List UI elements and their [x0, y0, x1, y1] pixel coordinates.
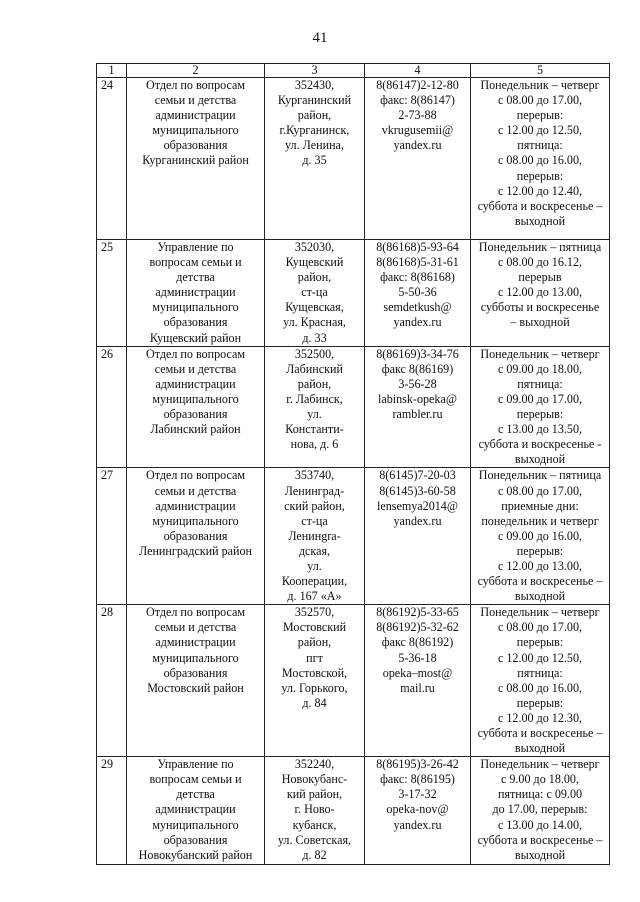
organization-line: образования: [163, 832, 228, 847]
address-line: 352570,: [294, 605, 335, 620]
contact-line: mail.ru: [400, 680, 435, 695]
hours-line: выходной: [514, 847, 566, 862]
organization-cell: [127, 346, 265, 468]
contact-line: 5-50-36: [398, 285, 437, 300]
organization-line: муниципального: [152, 817, 239, 832]
hours-line: выходной: [514, 589, 566, 604]
contact-line: факс 8(86169): [381, 361, 454, 376]
organization-line: муниципального: [152, 123, 239, 138]
address-line: 353740,: [294, 468, 335, 483]
hours-line: с 08.00 до 17.00,: [497, 483, 583, 498]
organization-line: семьи и детства: [154, 93, 237, 108]
hours-line: Понедельник – пятница: [478, 240, 602, 254]
hours-line: с 09.00 до 16.00,: [497, 528, 583, 543]
col-header-1: 1: [97, 64, 127, 78]
address-line: ул. Красная,: [283, 315, 346, 330]
contact-line: 3-17-32: [398, 787, 437, 802]
organization-line: Лабинский район: [150, 422, 241, 437]
address-cell: [265, 78, 365, 240]
address-line: г.Курганинск,: [279, 123, 350, 138]
hours-line: перерыв:: [516, 635, 564, 650]
hours-line: с 08.00 до 16.12,: [497, 255, 583, 270]
contacts-cell: [365, 605, 471, 757]
organization-line: образования: [163, 528, 228, 543]
row-number: 28: [97, 605, 127, 757]
address-line: 352240,: [294, 757, 335, 772]
address-line: район,: [297, 108, 332, 123]
row-number: 25: [97, 240, 127, 347]
contact-line: 3-56-28: [398, 376, 437, 391]
col-header-5: 5: [471, 64, 610, 78]
hours-line: суббота и воскресенье –: [477, 198, 603, 213]
hours-line: суббота и воскресенье –: [477, 726, 603, 740]
hours-line: Понедельник – четверг: [480, 346, 600, 361]
contact-line: факс 8(86192): [381, 635, 454, 650]
contact-line: yandex.ru: [393, 817, 442, 832]
hours-line: с 12.00 до 12.50,: [497, 123, 583, 138]
address-cell: [265, 757, 365, 865]
table-row: [97, 605, 610, 757]
contact-line: 8(86168)5-31-61: [376, 255, 459, 270]
organization-line: Управление по: [157, 757, 234, 772]
address-line: д. 35: [302, 153, 327, 168]
hours-cell: [471, 78, 610, 240]
organization-cell: [127, 78, 265, 240]
organization-line: вопросам семьи и: [149, 772, 242, 787]
address-line: д. 82: [302, 847, 327, 862]
contact-line: 8(86169)3-34-76: [376, 346, 459, 361]
hours-line: перерыв:: [516, 695, 564, 710]
address-line: Курганинский: [277, 93, 352, 108]
organization-line: Кущевский район: [149, 330, 242, 345]
contact-line: факс: 8(86147): [380, 93, 455, 108]
hours-line: перерыв:: [516, 168, 564, 183]
organization-cell: [127, 605, 265, 757]
organization-line: администрации: [155, 376, 236, 391]
hours-line: с 13.00 до 14.00,: [497, 817, 583, 832]
header-row: [97, 64, 610, 78]
hours-line: Понедельник – четверг: [480, 605, 600, 620]
hours-line: перерыв:: [516, 407, 564, 422]
hours-line: с 08.00 до 17.00,: [497, 620, 583, 635]
contact-line: 8(86147)2-12-80: [376, 78, 459, 92]
address-line: Мостовский: [282, 620, 347, 635]
organization-line: семьи и детства: [154, 483, 237, 498]
hours-line: суббота и воскресенье –: [477, 574, 603, 589]
address-line: ул.: [307, 407, 322, 422]
table-row: [97, 468, 610, 605]
address-line: Кущевская,: [285, 300, 344, 315]
address-line: ул. Ленина,: [285, 138, 344, 153]
address-line: г. Лабинск,: [286, 391, 343, 406]
address-line: кубанск,: [292, 817, 337, 832]
row-number: 29: [97, 757, 127, 865]
col-header-3: 3: [265, 64, 365, 78]
hours-line: до 17.00, перерыв:: [492, 802, 588, 817]
table-body: [97, 78, 610, 865]
address-line: 352500,: [294, 346, 335, 361]
organization-line: муниципального: [152, 513, 239, 528]
contacts-cell: [365, 468, 471, 605]
address-line: Кущевский: [285, 255, 344, 270]
table-row: [97, 346, 610, 468]
contact-line: 5-36-18: [398, 650, 437, 665]
organization-line: администрации: [155, 285, 236, 300]
hours-line: пятница:: [517, 665, 563, 680]
address-line: д. 167 «А»: [287, 589, 342, 604]
organization-line: вопросам семьи и: [149, 255, 242, 270]
hours-line: с 09.00 до 18.00,: [497, 361, 583, 376]
address-cell: [265, 240, 365, 347]
organization-line: образования: [163, 138, 228, 153]
address-line: Константи-: [285, 422, 344, 437]
address-line: ст-ца: [301, 285, 328, 300]
hours-line: приемные дни:: [501, 498, 579, 513]
organization-line: Отдел по вопросам: [145, 346, 246, 361]
organization-line: муниципального: [152, 650, 239, 665]
contacts-cell: [365, 346, 471, 468]
hours-line: – выходной: [510, 315, 570, 330]
contacts-cell: [365, 240, 471, 347]
hours-cell: [471, 240, 610, 347]
contact-line: yandex.ru: [393, 513, 442, 528]
table-row: [97, 757, 610, 865]
hours-line: с 08.00 до 16.00,: [497, 153, 583, 168]
organization-line: семьи и детства: [154, 361, 237, 376]
hours-line: перерыв:: [516, 108, 564, 123]
hours-cell: [471, 757, 610, 865]
contact-line: 8(6145)3-60-58: [379, 483, 456, 498]
contacts-cell: [365, 78, 471, 240]
organization-line: Отдел по вопросам: [145, 605, 246, 620]
organization-line: Управление по: [157, 240, 234, 254]
row-number: 27: [97, 468, 127, 605]
organization-line: администрации: [155, 802, 236, 817]
contact-line: rambler.ru: [392, 407, 443, 422]
hours-line: с 09.00 до 17.00,: [497, 391, 583, 406]
hours-line: перерыв:: [516, 543, 564, 558]
organization-line: детства: [176, 270, 215, 285]
col-header-2: 2: [127, 64, 265, 78]
address-line: район,: [297, 635, 332, 650]
address-line: ст-ца: [301, 513, 328, 528]
address-line: дская,: [298, 543, 331, 558]
address-line: ул. Горького,: [281, 680, 348, 695]
address-line: Ленинград-: [284, 483, 345, 498]
hours-line: Понедельник – четверг: [480, 757, 600, 772]
page-number: 41: [312, 30, 328, 46]
hours-line: выходной: [514, 452, 566, 467]
hours-line: перерыв: [518, 270, 562, 285]
hours-line: с 08.00 до 17.00,: [497, 93, 583, 108]
hours-line: с 12.00 до 13.00,: [497, 558, 583, 573]
hours-line: выходной: [514, 213, 566, 228]
organization-line: образования: [163, 665, 228, 680]
address-line: ул.: [307, 558, 322, 573]
organization-line: Отдел по вопросам: [145, 468, 246, 483]
hours-line: суббота и воскресенье -: [478, 437, 602, 452]
organization-line: администрации: [155, 635, 236, 650]
address-line: пгт: [306, 650, 323, 665]
contacts-cell: [365, 757, 471, 865]
address-line: д. 84: [302, 695, 327, 710]
address-line: д. 33: [302, 330, 327, 345]
organization-line: администрации: [155, 498, 236, 513]
hours-line: с 12.00 до 12.40,: [497, 183, 583, 198]
organization-line: детства: [176, 787, 215, 802]
hours-line: с 9.00 до 18.00,: [500, 772, 580, 787]
col-header-4: 4: [365, 64, 471, 78]
table-row: [97, 240, 610, 347]
address-line: Лабинский: [286, 361, 343, 376]
hours-line: с 12.00 до 13.00,: [497, 285, 583, 300]
address-line: район,: [297, 270, 332, 285]
contact-line: 2-73-88: [398, 108, 437, 123]
contact-line: yandex.ru: [393, 138, 442, 153]
hours-line: понедельник и четверг: [481, 513, 599, 528]
organization-line: Курганинский район: [142, 153, 249, 168]
address-cell: [265, 346, 365, 468]
hours-line: Понедельник – пятница: [478, 468, 602, 483]
hours-line: с 08.00 до 16.00,: [497, 680, 583, 695]
contact-line: lensemya2014@: [377, 498, 458, 513]
row-number: 26: [97, 346, 127, 468]
hours-line: субботы и воскресенье: [480, 300, 600, 315]
address-line: нова, д. 6: [290, 437, 339, 452]
hours-cell: [471, 346, 610, 468]
contact-line: vkrugusemii@: [381, 123, 454, 138]
contact-line: 8(6145)7-20-03: [379, 468, 456, 483]
contact-line: 8(86168)5-93-64: [376, 240, 459, 254]
address-line: 352030,: [294, 240, 335, 254]
organization-cell: [127, 757, 265, 865]
hours-line: пятница:: [517, 376, 563, 391]
hours-line: выходной: [514, 741, 566, 756]
address-line: Кооперации,: [281, 574, 348, 589]
contact-line: факс: 8(86168): [380, 270, 455, 285]
contact-line: opeka-nov@: [386, 802, 449, 817]
hours-cell: [471, 605, 610, 757]
hours-line: суббота и воскресенье –: [477, 832, 603, 847]
directory-table: [96, 63, 610, 865]
organization-line: Отдел по вопросам: [145, 78, 246, 92]
address-line: район,: [297, 376, 332, 391]
organization-line: Мостовский район: [147, 680, 244, 695]
address-line: кий район,: [286, 787, 343, 802]
organization-line: муниципального: [152, 391, 239, 406]
address-line: Новокубанс-: [281, 772, 348, 787]
address-line: Мостовской,: [281, 665, 348, 680]
organization-line: администрации: [155, 108, 236, 123]
contact-line: opeka–most@: [382, 665, 453, 680]
hours-cell: [471, 468, 610, 605]
hours-line: с 13.00 до 13.50,: [497, 422, 583, 437]
address-line: г. Ново-: [294, 802, 335, 817]
hours-line: с 12.00 до 12.30,: [497, 710, 583, 725]
table-row: [97, 78, 610, 240]
address-line: ул. Советская,: [277, 832, 352, 847]
hours-line: с 12.00 до 12.50,: [497, 650, 583, 665]
address-line: 352430,: [294, 78, 335, 92]
contact-line: yandex.ru: [393, 315, 442, 330]
address-cell: [265, 605, 365, 757]
hours-line: пятница: с 09.00: [497, 787, 583, 802]
contact-line: semdetkush@: [383, 300, 452, 315]
address-line: Ленинgra-: [288, 528, 341, 543]
organization-line: муниципального: [152, 300, 239, 315]
contact-line: 8(86192)5-32-62: [376, 620, 459, 635]
organization-line: образования: [163, 315, 228, 330]
address-line: ский район,: [284, 498, 345, 513]
organization-line: Новокубанский район: [138, 847, 253, 862]
organization-cell: [127, 468, 265, 605]
hours-line: пятница:: [517, 138, 563, 153]
address-cell: [265, 468, 365, 605]
hours-line: Понедельник – четверг: [480, 78, 600, 92]
contact-line: 8(86192)5-33-65: [376, 605, 459, 620]
organization-cell: [127, 240, 265, 347]
organization-line: Ленинградский район: [138, 543, 253, 558]
organization-line: семьи и детства: [154, 620, 237, 635]
contact-line: факс: 8(86195): [380, 772, 455, 787]
row-number: 24: [97, 78, 127, 240]
contact-line: labinsk-opeka@: [378, 391, 457, 406]
organization-line: образования: [163, 407, 228, 422]
contact-line: 8(86195)3-26-42: [376, 757, 459, 772]
